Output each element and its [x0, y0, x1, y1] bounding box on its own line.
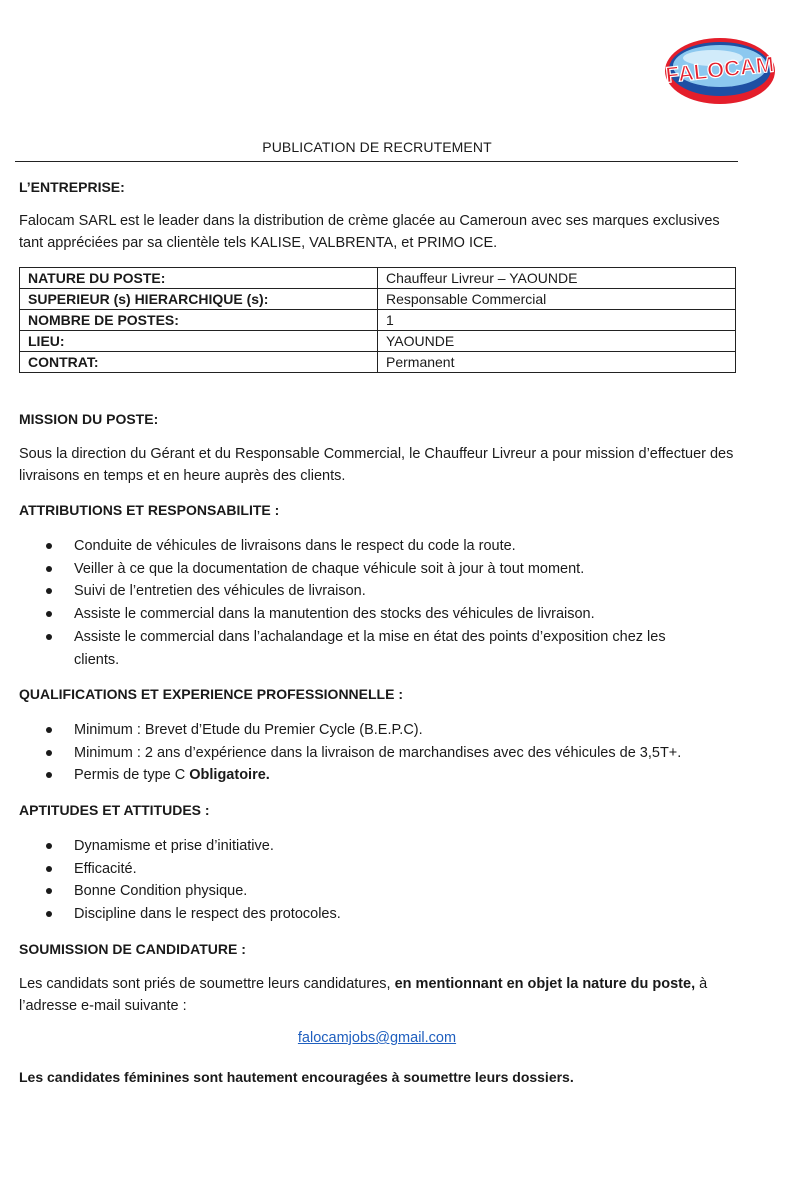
mission-heading: MISSION DU POSTE: [19, 411, 159, 427]
list-item: Bonne Condition physique. [19, 880, 739, 903]
list-item: Minimum : Brevet d’Etude du Premier Cycle (B.E.P.C). [19, 719, 739, 742]
table-value: Permanent [378, 352, 736, 373]
table-row [20, 310, 736, 331]
table-value: YAOUNDE [378, 331, 736, 352]
mission-text: Sous la direction du Gérant et du Responsable Commercial, le Chauffeur Livreur a pour mission d’effectuer des livraisons en temps et en heure auprès des clients. [19, 446, 734, 484]
list-item: Conduite de véhicules de livraisons dans le respect du code la route. [19, 535, 739, 558]
table-value: Responsable Commercial [378, 289, 736, 310]
qualifications-heading: QUALIFICATIONS ET EXPERIENCE PROFESSIONNELLE : [19, 686, 403, 702]
list-item: Veiller à ce que la documentation de chaque véhicule soit à jour à tout moment. [19, 558, 739, 581]
falocam-logo [663, 36, 777, 106]
soumission-text-bold: en mentionnant en objet la nature du poste, [394, 976, 696, 992]
list-item: Discipline dans le respect des protocoles. [19, 903, 739, 926]
job-info-table [19, 267, 736, 373]
table-label: SUPERIEUR (s) HIERARCHIQUE (s): [20, 289, 378, 310]
aptitudes-heading: APTITUDES ET ATTITUDES : [19, 802, 210, 818]
list-item [19, 764, 739, 787]
table-row [20, 268, 736, 289]
entreprise-heading: L’ENTREPRISE: [19, 179, 125, 195]
closing-note: Les candidates féminines sont hautement encouragées à soumettre leurs dossiers. [19, 1069, 574, 1085]
table-label: NOMBRE DE POSTES: [20, 310, 378, 331]
table-value: Chauffeur Livreur – YAOUNDE [378, 268, 736, 289]
email-link[interactable]: falocamjobs@gmail.com [297, 1030, 457, 1046]
soumission-text [19, 973, 741, 1017]
qualifications-list [19, 719, 739, 787]
soumission-heading: SOUMISSION DE CANDIDATURE : [19, 941, 246, 957]
table-label: CONTRAT: [20, 352, 378, 373]
soumission-text-end: à l’adresse e-mail suivante : [19, 976, 708, 1014]
attributions-heading: ATTRIBUTIONS ET RESPONSABILITE : [19, 502, 280, 518]
permis-text: Permis de type C [74, 767, 190, 784]
soumission-text-start: Les candidats sont priés de soumettre leurs candidatures, [19, 976, 395, 992]
attributions-list [19, 535, 739, 671]
list-item: Suivi de l’entretien des véhicules de livraison. [19, 580, 739, 603]
table-value: 1 [378, 310, 736, 331]
permis-required: Obligatoire. [189, 767, 270, 784]
page-title: PUBLICATION DE RECRUTEMENT [262, 139, 492, 155]
email-line [0, 1030, 754, 1046]
title-divider [15, 161, 738, 162]
list-item: Efficacité. [19, 858, 739, 881]
list-item: Assiste le commercial dans l’achalandage et la mise en état des points d’exposition chez les clients. [19, 626, 739, 671]
aptitudes-list [19, 835, 739, 926]
svg-text:FALOCAM: FALOCAM [664, 51, 776, 88]
table-row [20, 352, 736, 373]
table-label: LIEU: [20, 331, 378, 352]
table-label: NATURE DU POSTE: [20, 268, 378, 289]
table-row [20, 331, 736, 352]
list-item: Assiste le commercial dans la manutention des stocks des véhicules de livraison. [19, 603, 739, 626]
entreprise-text: Falocam SARL est le leader dans la distribution de crème glacée au Cameroun avec ses marques exclusives tant appréciées par sa clientèle tels KALISE, VALBRENTA, et PRIMO ICE. [19, 213, 720, 251]
list-item: Dynamisme et prise d’initiative. [19, 835, 739, 858]
table-row [20, 289, 736, 310]
list-item: Minimum : 2 ans d’expérience dans la livraison de marchandises avec des véhicules de 3,5T+. [19, 742, 739, 765]
